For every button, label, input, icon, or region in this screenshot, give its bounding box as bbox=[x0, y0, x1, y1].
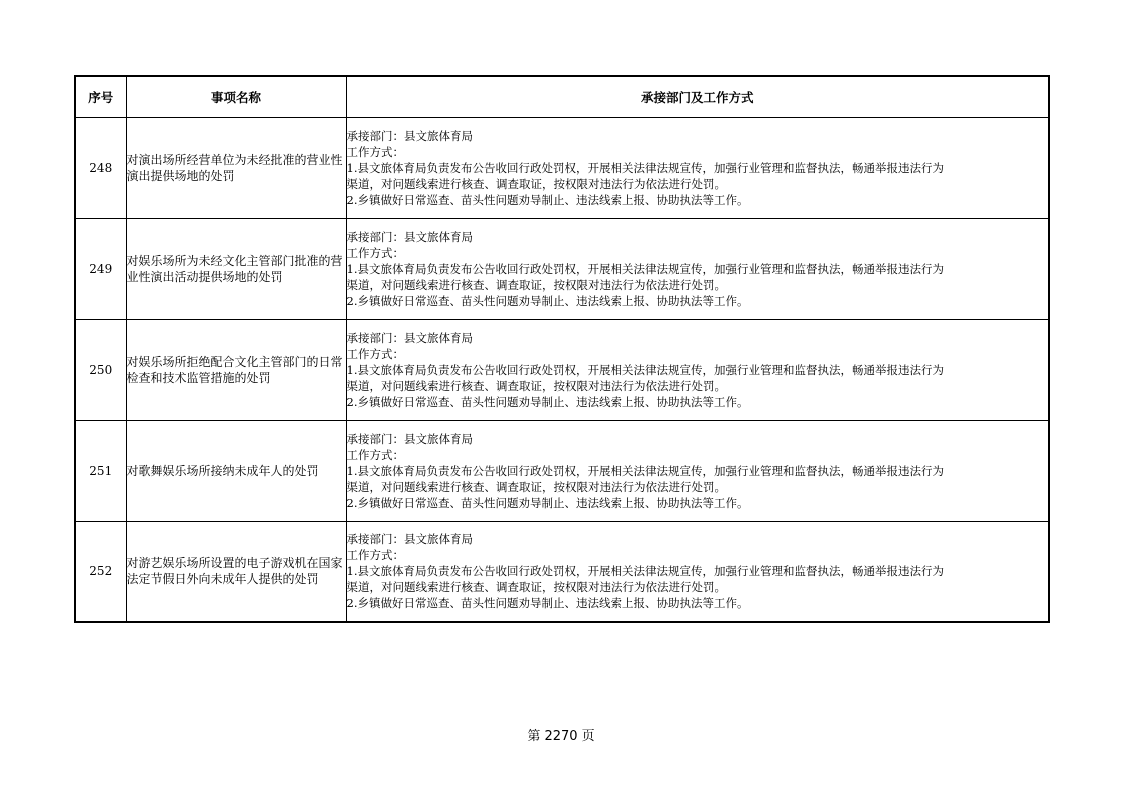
row-serial-number: 251 bbox=[75, 420, 126, 521]
table-body bbox=[75, 117, 1049, 622]
department-method-line: 1.县文旅体育局负责发布公告收回行政处罚权，开展相关法律法规宣传，加强行业管理和监督执法，畅通举报违法行为 bbox=[346, 261, 944, 276]
department-method-line: 2.乡镇做好日常巡查、苗头性问题劝导制止、违法线索上报、协助执法等工作。 bbox=[346, 394, 749, 409]
department-method-line: 1.县文旅体育局负责发布公告收回行政处罚权，开展相关法律法规宣传，加强行业管理和监督执法，畅通举报违法行为 bbox=[346, 564, 944, 579]
row-matter-name: 对游艺娱乐场所设置的电子游戏机在国家法定节假日外向未成年人提供的处罚 bbox=[126, 521, 346, 622]
department-method-line: 2.乡镇做好日常巡查、苗头性问题劝导制止、违法线索上报、协助执法等工作。 bbox=[346, 596, 749, 611]
table-row bbox=[75, 319, 1049, 420]
department-method-line: 工作方式： bbox=[346, 447, 404, 462]
department-method-line: 工作方式： bbox=[346, 144, 404, 159]
department-method-line: 工作方式： bbox=[346, 548, 404, 563]
table-row bbox=[75, 117, 1049, 218]
department-method-line: 1.县文旅体育局负责发布公告收回行政处罚权，开展相关法律法规宣传，加强行业管理和监督执法，畅通举报违法行为 bbox=[346, 160, 944, 175]
table-header-row bbox=[75, 76, 1049, 117]
table-row bbox=[75, 521, 1049, 622]
department-method-line: 工作方式： bbox=[346, 245, 404, 260]
row-matter-name: 对娱乐场所拒绝配合文化主管部门的日常检查和技术监管措施的处罚 bbox=[126, 319, 346, 420]
department-method-line: 渠道，对问题线索进行核查、调查取证，按权限对违法行为依法进行处罚。 bbox=[346, 479, 726, 494]
department-method-line: 1.县文旅体育局负责发布公告收回行政处罚权，开展相关法律法规宣传，加强行业管理和监督执法，畅通举报违法行为 bbox=[346, 463, 944, 478]
column-header-serial-number: 序号 bbox=[75, 76, 126, 117]
row-department-and-method bbox=[346, 319, 1049, 420]
row-matter-name: 对娱乐场所为未经文化主管部门批准的营业性演出活动提供场地的处罚 bbox=[126, 218, 346, 319]
department-method-line: 2.乡镇做好日常巡查、苗头性问题劝导制止、违法线索上报、协助执法等工作。 bbox=[346, 192, 749, 207]
table-row bbox=[75, 218, 1049, 319]
row-department-and-method bbox=[346, 420, 1049, 521]
row-department-and-method bbox=[346, 117, 1049, 218]
row-serial-number: 248 bbox=[75, 117, 126, 218]
department-method-line: 承接部门：县文旅体育局 bbox=[346, 229, 473, 244]
row-serial-number: 252 bbox=[75, 521, 126, 622]
department-method-line: 工作方式： bbox=[346, 346, 404, 361]
matters-table bbox=[74, 75, 1050, 623]
department-method-line: 渠道，对问题线索进行核查、调查取证，按权限对违法行为依法进行处罚。 bbox=[346, 378, 726, 393]
department-method-line: 承接部门：县文旅体育局 bbox=[346, 128, 473, 143]
department-method-line: 渠道，对问题线索进行核查、调查取证，按权限对违法行为依法进行处罚。 bbox=[346, 580, 726, 595]
department-method-line: 承接部门：县文旅体育局 bbox=[346, 532, 473, 547]
department-method-line: 2.乡镇做好日常巡查、苗头性问题劝导制止、违法线索上报、协助执法等工作。 bbox=[346, 293, 749, 308]
department-method-line: 1.县文旅体育局负责发布公告收回行政处罚权，开展相关法律法规宣传，加强行业管理和监督执法，畅通举报违法行为 bbox=[346, 362, 944, 377]
column-header-matter-name: 事项名称 bbox=[126, 76, 346, 117]
row-department-and-method bbox=[346, 218, 1049, 319]
row-serial-number: 249 bbox=[75, 218, 126, 319]
table-row bbox=[75, 420, 1049, 521]
column-header-department-and-method: 承接部门及工作方式 bbox=[346, 76, 1049, 117]
row-matter-name: 对歌舞娱乐场所接纳未成年人的处罚 bbox=[126, 420, 346, 521]
department-method-line: 承接部门：县文旅体育局 bbox=[346, 330, 473, 345]
row-department-and-method bbox=[346, 521, 1049, 622]
row-serial-number: 250 bbox=[75, 319, 126, 420]
department-method-line: 渠道，对问题线索进行核查、调查取证，按权限对违法行为依法进行处罚。 bbox=[346, 277, 726, 292]
department-method-line: 承接部门：县文旅体育局 bbox=[346, 431, 473, 446]
row-matter-name: 对演出场所经营单位为未经批准的营业性演出提供场地的处罚 bbox=[126, 117, 346, 218]
department-method-line: 渠道，对问题线索进行核查、调查取证，按权限对违法行为依法进行处罚。 bbox=[346, 176, 726, 191]
page-number: 第 2270 页 bbox=[527, 729, 595, 744]
department-method-line: 2.乡镇做好日常巡查、苗头性问题劝导制止、违法线索上报、协助执法等工作。 bbox=[346, 495, 749, 510]
